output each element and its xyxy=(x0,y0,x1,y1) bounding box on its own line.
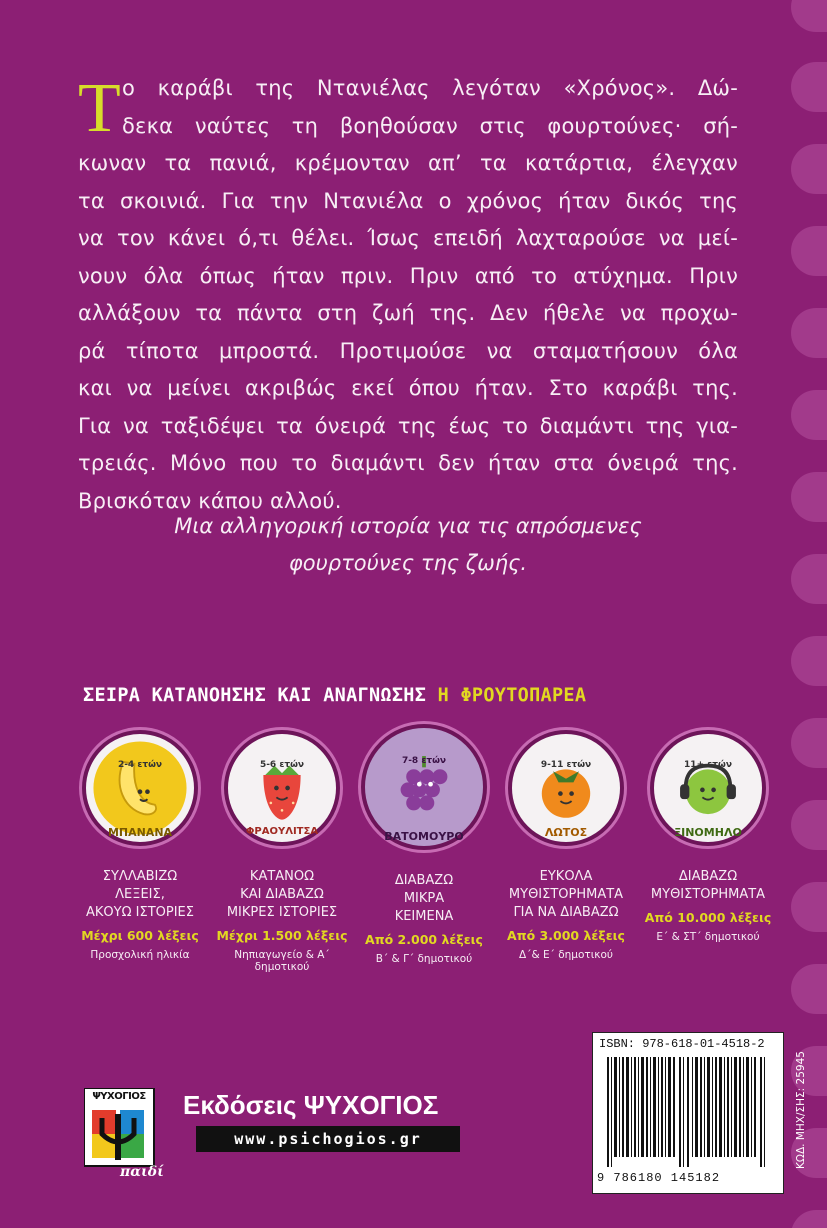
level-grade: Νηπιαγωγείο & Α΄ δημοτικού xyxy=(234,949,330,973)
product-code-text: ΚΩΔ. ΜΗΧ/ΣΗΣ: 25945 xyxy=(795,1051,807,1169)
blurb-line: τρειάς. Μόνο που το διαμάντι δεν ήταν στα όνειρά της. xyxy=(78,451,738,475)
level-grade: Προσχολική ηλικία xyxy=(90,949,190,961)
badge-age: 7-8 ετών xyxy=(401,756,447,766)
product-code xyxy=(783,1034,805,1190)
drop-cap: Τ xyxy=(78,70,121,147)
badge-fruit: ΞΙΝΟΜΗΛΟ xyxy=(674,826,742,839)
level-desc: ΚΕΙΜΕΝΑ xyxy=(394,909,454,924)
level-words: Από 10.000 λέξεις xyxy=(644,910,772,925)
blurb-line: δεκα ναύτες τη βοηθούσαν στις φουρτούνες· σή- xyxy=(122,113,738,138)
blurb-line: και να μείνει ακριβώς εκεί όπου ήταν. Στο καράβι της. xyxy=(78,376,738,400)
level-words: Μέχρι 600 λέξεις xyxy=(81,928,199,943)
blurb-line: να τον κάνει ό,τι θέλει. Ίσως επειδή λαχταρούσε να μεί- xyxy=(78,226,738,250)
series-heading xyxy=(83,685,586,706)
level-grade: Β΄ & Γ΄ δημοτικού xyxy=(375,953,473,965)
blurb-line: τα σκοινιά. Για την Ντανιέλα ο χρόνος ήταν δικός της xyxy=(78,188,738,213)
level-desc: ΣΥΛΛΑΒΙΖΩ xyxy=(102,869,178,884)
series-label: ΣΕΙΡΑ ΚΑΤΑΝΟΗΣΗΣ ΚΑΙ ΑΝΑΓΝΩΣΗΣ xyxy=(83,685,427,706)
blurb-line: Βρισκόταν κάπου αλλού. xyxy=(78,488,342,513)
barcode-icon xyxy=(607,1057,767,1167)
blurb-line: νουν όλα όπως ήταν πριν. Πριν από το ατύχημα. Πριν xyxy=(78,263,738,288)
badge-fruit: ΦΡΑΟΥΛΙΤΣΑ xyxy=(245,826,319,837)
badge-fruit: ΜΠΑΝΑΝΑ xyxy=(107,826,173,839)
publisher-name: Εκδόσεις ΨΥΧΟΓΙΟΣ xyxy=(183,1090,439,1120)
badge-fruit: ΒΑΤΟΜΟΥΡΟ xyxy=(384,830,464,843)
level-desc: ΕΥΚΟΛΑ xyxy=(539,869,593,884)
publisher-url[interactable]: www.psichogios.gr xyxy=(196,1126,460,1152)
level-grade: Δ΄& Ε΄ δημοτικού xyxy=(519,949,613,961)
level-desc: ΜΥΘΙΣΤΟΡΗΜΑΤΑ xyxy=(508,887,624,902)
badge-age: 2-4 ετών xyxy=(117,760,163,770)
publisher-logo-sub: παιδί xyxy=(120,1164,164,1180)
blurb-line: ρά τίποτα μπροστά. Προτιμούσε να σταματήσουν όλα xyxy=(78,338,738,363)
barcode-number: 9 786180 145182 xyxy=(597,1171,721,1185)
level-desc: ΔΙΑΒΑΖΩ xyxy=(394,873,454,888)
level-words: Μέχρι 1.500 λέξεις xyxy=(216,928,348,943)
level-desc: ΜΙΚΡΑ xyxy=(403,891,445,906)
level-desc: ΜΙΚΡΕΣ ΙΣΤΟΡΙΕΣ xyxy=(226,905,338,920)
blurb-text xyxy=(78,70,738,520)
badge-age: 9-11 ετών xyxy=(540,760,592,770)
isbn-label: ISBN: 978-618-01-4518-2 xyxy=(599,1037,765,1051)
level-desc: ΑΚΟΥΩ ΙΣΤΟΡΙΕΣ xyxy=(86,905,194,920)
blurb-line: ο καράβι της Ντανιέλας λεγόταν «Χρόνος». Δώ- xyxy=(122,76,738,100)
badge-fruit: ΛΩΤΟΣ xyxy=(544,826,588,839)
level-desc: ΚΑΤΑΝΟΩ xyxy=(249,869,315,884)
badge-age: 5-6 ετών xyxy=(259,760,305,770)
level-desc: ΛΕΞΕΙΣ, xyxy=(115,887,165,902)
badge-age: 11+ ετών xyxy=(684,760,732,770)
level-desc: ΓΙΑ ΝΑ ΔΙΑΒΑΖΩ xyxy=(513,905,619,920)
blurb-line: Για να ταξιδέψει τα όνειρά της έως το διαμάντι της για- xyxy=(78,413,738,438)
level-desc: ΜΥΘΙΣΤΟΡΗΜΑΤΑ xyxy=(650,887,766,902)
level-words: Από 3.000 λέξεις xyxy=(507,928,625,943)
level-grade: Ε΄ & ΣΤ΄ δημοτικού xyxy=(656,931,760,943)
publisher-logo-text: ΨΥΧΟΓΙΟΣ xyxy=(92,1091,146,1102)
blurb-line: κωναν τα πανιά, κρέμονταν απ’ τα κατάρτια, έλεγχαν xyxy=(78,151,738,175)
blurb-line: αλλάξουν τα πάντα στη ζωή της. Δεν ήθελε να προχω- xyxy=(78,301,738,325)
tagline-line-2: φουρτούνες της ζωής. xyxy=(288,551,528,575)
blackberry-icon xyxy=(365,728,483,846)
level-desc: ΚΑΙ ΔΙΑΒΑΖΩ xyxy=(240,887,324,902)
tagline xyxy=(78,508,738,582)
level-desc: ΔΙΑΒΑΖΩ xyxy=(678,869,738,884)
barcode-box xyxy=(592,1032,784,1194)
series-name: Η ΦΡΟΥΤΟΠΑΡΕΑ xyxy=(437,685,587,706)
level-words: Από 2.000 λέξεις xyxy=(365,932,483,947)
tagline-line-1: Μια αλληγορική ιστορία για τις απρόσμενες xyxy=(174,514,642,538)
publisher-logo xyxy=(84,1088,164,1182)
